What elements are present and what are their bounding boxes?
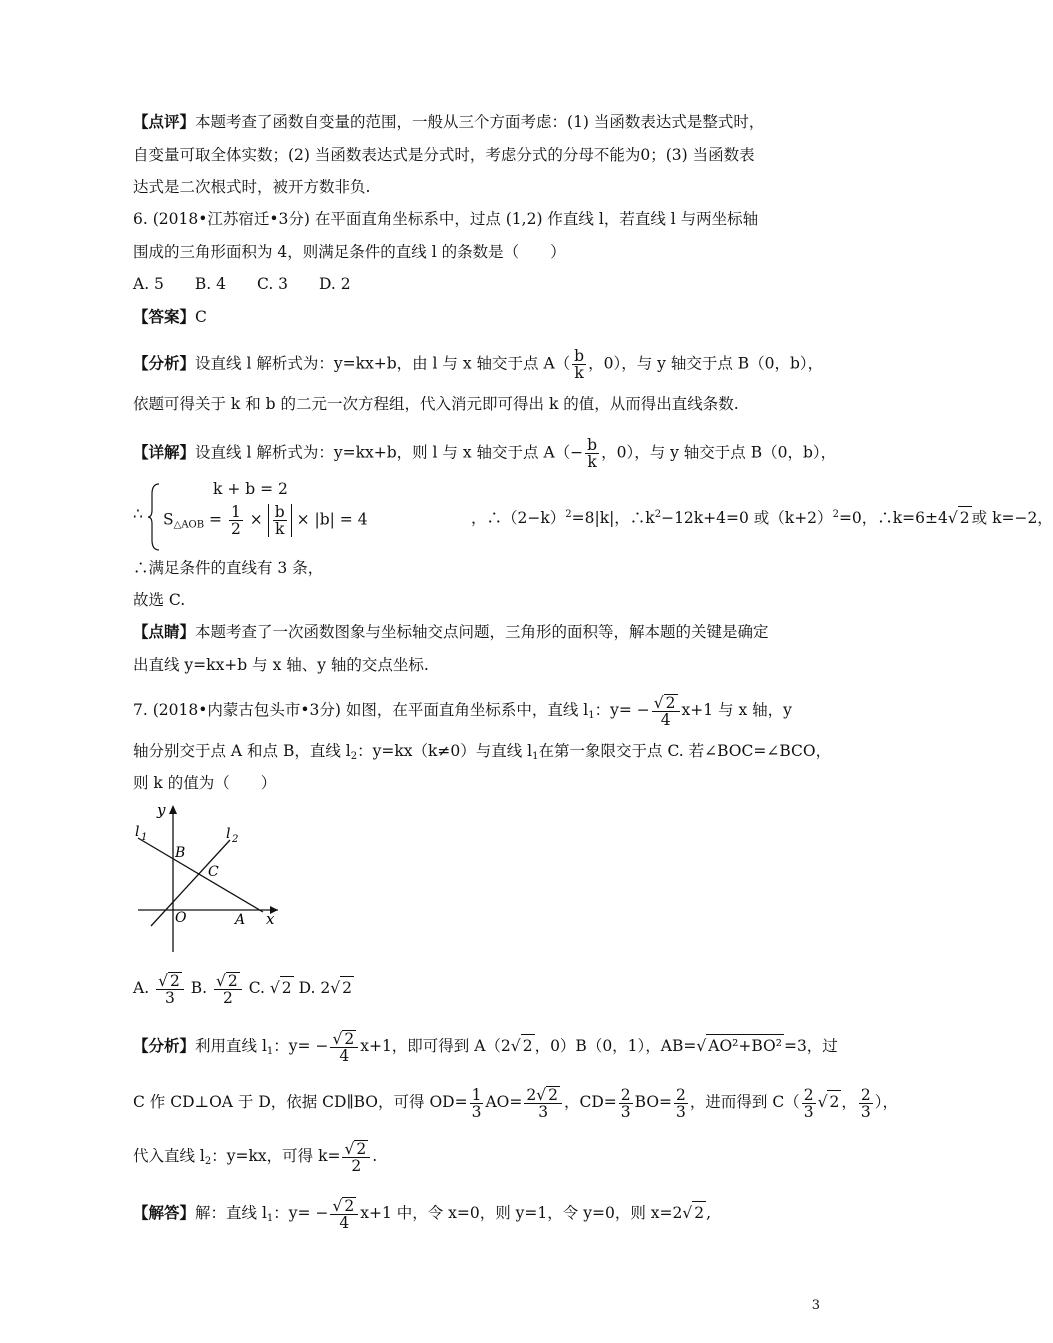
point-b-label: B	[175, 845, 186, 861]
q6-choose: 故选 C.	[133, 591, 186, 609]
line-l1	[138, 838, 263, 912]
q6-analysis-line-2: 依题可得关于 k 和 b 的二元一次方程组，代入消元即可得出 k 的值，从而得出直线条数.	[133, 395, 739, 413]
comment-line-2: 自变量可取全体实数；(2) 当函数表达式是分式时，考虑分式的分母不能为0；(3) 当函数表	[133, 146, 755, 164]
fraction: $\frac{b}{k}$	[587, 436, 598, 471]
l1-label: l	[135, 824, 140, 840]
q6-analysis-line-1: 【分析】设直线 l 解析式为：y=kx+b，由 l 与 x 轴交于点 A（ $\frac{b}{k}$ ，0），与 y 轴交于点 B（0，b），	[133, 347, 824, 382]
q6-comment-line-2: 出直线 y=kx+b 与 x 轴、y 轴的交点坐标.	[133, 656, 429, 674]
q6-answer: 【答案】C	[133, 307, 207, 326]
q6-detail-line-1: 【详解】设直线 l 解析式为：y=kx+b，则 l 与 x 轴交于点 A（− $\frac{b}{k}$ ，0），与 y 轴交于点 B（0，b），	[133, 436, 837, 471]
coordinate-figure	[133, 800, 283, 955]
q7-solution-line-1: 【解答】解：直线 $l_1$：y= − $\frac{√ 2}{4}$ x+1 中，令 x=0，则 y=1，令 y=0，则 x=2√ 2 ,	[133, 1197, 712, 1232]
q7-stem-line-1: 7. (2018•内蒙古包头市•3分) 如图，在平面直角坐标系中，直线 $l_1$：y= − $\frac{√ 2}{4}$ x+1 与 x 轴，y	[133, 694, 792, 729]
point-a-label: A	[235, 912, 246, 928]
point-o-label: O	[175, 910, 187, 926]
q7-options: A. $\frac{√ 2}{3}$ B. $\frac{√ 2}{2}$ C. √ 2 D. 2√ 2	[133, 972, 352, 1007]
page-number: 3	[811, 1298, 820, 1313]
therefore-symbol: ∴	[133, 505, 143, 523]
x-label: x	[266, 910, 275, 928]
system-solution: ，$\therefore(2-k)^2=8|k|$，$\therefore k^2-12k+4=0$ 或$(k+2)^2=0$，∴k=6±4√ 2 或 k=−2，	[471, 504, 1053, 529]
point-c-label: C	[208, 864, 219, 880]
system-equation-2: $S_{\triangle AOB}$ = $\frac{1}{2}$ × $\frac{b}{k}$ × |b| = 4	[163, 503, 368, 538]
q7-analysis-line-2: C 作 CD⊥OA 于 D，依据 CD∥BO，可得 OD= $\frac{1}{3}$ AO= $\frac{2√ 2}{3}$ ，CD= $\frac{2}{3}$ BO= $\frac{2}{3}$ ，进而得到 C（ $\frac{2}{3}$ √ 2 ， $\frac{2}{3}$ ），	[133, 1085, 898, 1121]
comment-line-1: 【点评】本题考查了函数自变量的范围，一般从三个方面考虑：(1) 当函数表达式是整式时，	[133, 112, 765, 131]
q7-analysis-line-3: 代入直线 $l_2$：y=kx，可得 k= $\frac{√ 2}{2}$ .	[133, 1140, 378, 1175]
l2-sub: 2	[232, 834, 239, 845]
comment-line-3: 达式是二次根式时，被开方数非负.	[133, 178, 371, 196]
q6-stem-line-2: 围成的三角形面积为 4，则满足条件的直线 l 的条数是（ ）	[133, 243, 566, 261]
q7-stem-line-2: 轴分别交于点 A 和点 B，直线 $l_2$：y=kx（k≠0）与直线 $l_1$在第一象限交于点 C. 若∠BOC=∠BCO，	[133, 742, 832, 762]
q6-conclusion: ∴满足条件的直线有 3 条，	[133, 559, 324, 577]
q7-analysis-line-1: 【分析】利用直线 $l_1$：y= − $\frac{√ 2}{4}$ x+1，即可得到 A（2√ 2 ，0）B（0，1），AB=√ AO²+BO² =3，过	[133, 1030, 838, 1065]
q6-comment-line-1: 【点睛】本题考查了一次函数图象与坐标轴交点问题，三角形的面积等，解本题的关键是确定	[133, 622, 769, 641]
q6-options: A. 5 B. 4 C. 3 D. 2	[133, 275, 351, 293]
y-axis-arrow-icon	[169, 805, 177, 814]
q7-stem-line-3: 则 k 的值为（ ）	[133, 774, 277, 792]
y-label: y	[157, 801, 166, 819]
l1-sub: 1	[141, 832, 148, 843]
left-brace-icon	[147, 482, 161, 552]
l2-label: l	[226, 826, 231, 842]
system-equation-1: k + b = 2	[213, 480, 288, 498]
fraction: $\frac{b}{k}$	[574, 347, 585, 382]
q6-stem-line-1: 6. (2018•江苏宿迁•3分) 在平面直角坐标系中，过点 (1,2) 作直线 l，若直线 l 与两坐标轴	[133, 210, 759, 228]
